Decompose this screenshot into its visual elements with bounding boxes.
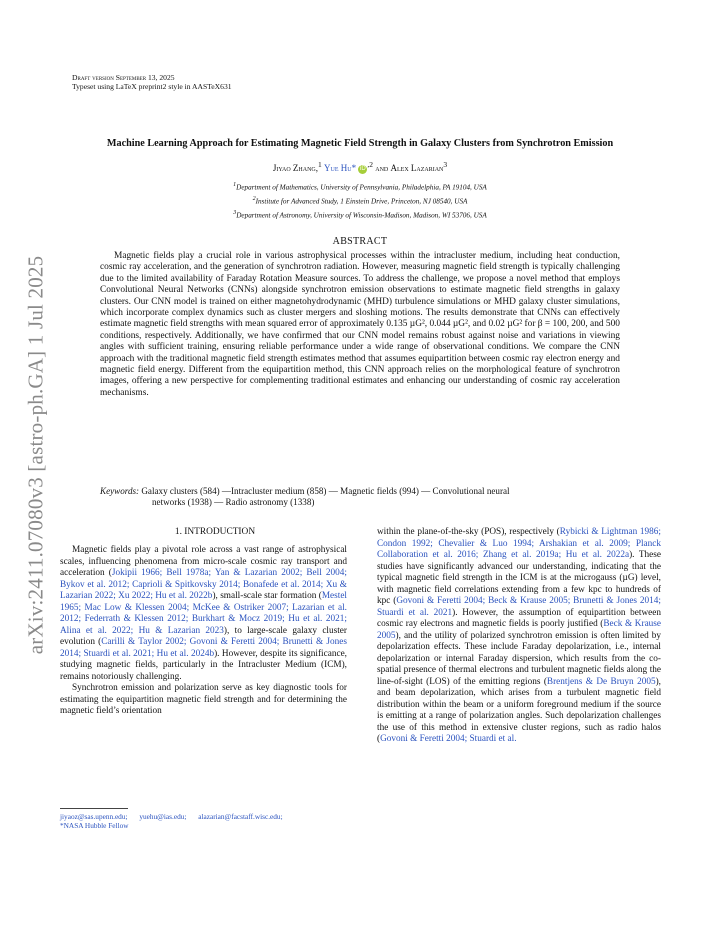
keywords-line-2: networks (1938) — Radio astronomy (1338) (152, 497, 315, 508)
author-1-sup: 1 (318, 160, 322, 169)
author-2-link[interactable]: Yue Hu* (324, 163, 357, 173)
intro-right-column (377, 527, 661, 746)
author-list (0, 160, 720, 174)
affiliation-2-sup: 2 (252, 196, 256, 202)
affiliation-3-sup: 3 (233, 210, 237, 216)
typeset-note: Typeset using LaTeX preprint2 style in AASTeX631 (72, 82, 232, 91)
affiliation-3-text: Department of Astronomy, University of Wisconsin-Madison, Madison, WI 53706, USA (236, 211, 487, 220)
email-link-3[interactable]: alazarian@facstaff.wisc.edu; (198, 812, 283, 821)
abstract-text: Magnetic fields play a crucial role in various astrophysical processes within the intracluster medium, including heat conduction, cosmic ray acceleration, and the generation of synchrotron radiation. However, measuring magnetic field strength is typically challenging due to the limited availability of Faraday Rotation Measure sources. To address the challenge, we propose a novel method that employs Convolutional Neural Networks (CNNs) alongside synchrotron emission observations to estimate magnetic field strengths in galaxy clusters. Our CNN model is trained on either magnetohydrodynamic (MHD) turbulence simulations or MHD galaxy cluster simulations, which incorporate complex dynamics such as cluster mergers and sloshing motions. The results demonstrate that CNNs can effectively estimate magnetic field strengths with mean squared error of approximately 0.135 µG², 0.044 µG², and 0.02 µG² for β = 100, 200, and 500 conditions, respectively. Additionally, we have confirmed that our CNN model remains robust against noise and variations in viewing angles with sufficient training, ensuring reliable performance under a wide range of observational conditions. We compare the CNN approach with the traditional magnetic field strength estimates method that assumes equipartition between cosmic ray electron energy and magnetic field energy. Different from the equipartition method, this CNN approach relies on the morphological feature of synchrotron images, offering a new perspective for complementing traditional estimates and enhancing our understanding of cosmic ray acceleration mechanisms. (100, 251, 620, 398)
paper-title: Machine Learning Approach for Estimating Magnetic Field Strength in Galaxy Clusters from Synchrotron Emission (106, 138, 614, 149)
keywords-block (100, 486, 620, 509)
paragraph-text: ). However, the assumption of equipartition between cosmic ray electrons and magnetic fields is poorly justified ( (377, 607, 662, 629)
intro-paragraph-continued (377, 527, 661, 746)
paragraph-text: ), to large-scale galaxy cluster evolution ( (60, 625, 347, 647)
citation-link[interactable]: Carilli & Taylor 2002; Govoni & Feretti 2004; Brunetti & Jones 2014; Stuardi et al. 2021; Hu et al. 2024b (60, 637, 347, 659)
draft-version: Draft version September 13, 2025 (72, 73, 175, 82)
arxiv-identifier: arXiv:2411.07080v3 [astro-ph.GA] 1 Jul 2025 (23, 255, 48, 655)
author-3-sup: 3 (443, 160, 448, 169)
intro-left-column (60, 545, 347, 718)
author-and: and (375, 163, 389, 173)
affiliation-2 (0, 196, 720, 205)
affiliation-2-text: Institute for Advanced Study, 1 Einstein Drive, Princeton, NJ 08540, USA (255, 197, 468, 206)
paragraph-text: Synchrotron emission and polarization serve as key diagnostic tools for estimating the equipartition magnetic field strength and for determining the magnetic field’s orientation (60, 683, 347, 716)
affiliation-1 (0, 182, 720, 191)
intro-paragraph-2 (60, 683, 347, 718)
abstract-heading: ABSTRACT (332, 236, 388, 247)
citation-link[interactable]: Mestel 1965; Mac Low & Klessen 2004; McKee & Ostriker 2007; Lazarian et al. 2012; Federrath & Klessen 2012; Burkhart & Mocz 2019; Hu et al. 2021; Alina et al. 2022; Hu & Lazarian 2023 (60, 591, 347, 636)
paragraph-text: ), and the utility of polarized synchrotron emission is often limited by depolarization effects. These include Faraday depolarization, i.e., internal depolarization or internal Faraday dispersion, which results from the co-spatial presence of thermal electrons and turbulent magnetic fields along the line-of-sight (LOS) of the emitting regions ( (377, 630, 661, 687)
author-3: Alex Lazarian (390, 163, 444, 173)
keywords-label: Keywords: (100, 486, 140, 496)
email-link-1[interactable]: jiyaoz@sas.upenn.edu; (60, 812, 128, 821)
citation-link[interactable]: Govoni & Feretti 2004; Beck & Krause 2005; Brunetti & Jones 2014; Stuardi et al. 2021 (377, 596, 662, 618)
email-link-2[interactable]: yuehu@ias.edu; (139, 812, 187, 821)
author-2-sup: ,2 (367, 160, 373, 169)
author-1: Jiyao Zhang, (272, 163, 319, 173)
paragraph-text: Magnetic fields play a pivotal role across a vast range of astrophysical scales, influencing phenomena from micro-scale cosmic ray transport and acceleration ( (60, 545, 347, 578)
nasa-fellow-note: *NASA Hubble Fellow (60, 821, 129, 830)
paragraph-text: ). These studies have significantly advanced our understanding, indicating that the typical magnetic field strength in the ICM is at the microgauss (µG) level, with magnetic field correlations extending from a few kpc to hundreds of kpc ( (377, 550, 661, 606)
abstract-body (100, 251, 620, 399)
paragraph-text: ), and beam depolarization, which arises from a turbulent magnetic field distribution within the beam or a uniform foreground medium if the source is emitting at a range of polarization angles. Such depolarization challenges the use of this method in extensive cluster regions, such as radio halos ( (377, 676, 661, 744)
affiliation-1-text: Department of Mathematics, University of Pennsylvania, Philadelphia, PA 19104, USA (236, 183, 487, 192)
section-heading-introduction: 1. INTRODUCTION (174, 527, 256, 537)
citation-link[interactable]: Rybicki & Lightman 1986; Condon 1992; Chevalier & Luo 1994; Arshakian et al. 2009; Planck Collaboration et al. 2016; Zhang et al. 2019a; Hu et al. 2022a (377, 527, 662, 560)
intro-paragraph-1 (60, 545, 347, 683)
citation-link[interactable]: Govoni & Feretti 2004; Stuardi et al. (380, 734, 517, 744)
citation-link[interactable]: Jokipii 1966; Bell 1978a; Yan & Lazarian 2002; Bell 2004; Bykov et al. 2012; Caprioli & Spitkovsky 2014; Bonafede et al. 2014; Xu & Lazarian 2022; Xu 2022; Hu et al. 2022b (60, 568, 347, 601)
arxiv-stamp (8, 245, 64, 665)
paragraph-text: within the plane-of-the-sky (POS), respectively ( (377, 527, 560, 537)
keywords-line-1: Galaxy clusters (584) —Intracluster medium (858) — Magnetic fields (994) — Convolutional neural (141, 486, 510, 496)
paragraph-text: ), small-scale star formation ( (212, 591, 322, 601)
citation-link[interactable]: Beck & Krause 2005 (377, 619, 662, 641)
orcid-icon[interactable]: iD (360, 166, 366, 172)
citation-link[interactable]: Brentjens & De Bruyn 2005 (546, 676, 656, 687)
affiliation-3 (0, 210, 720, 219)
footnotes (60, 812, 360, 830)
paragraph-text: ). However, despite its significance, studying magnetic fields, particularly in the Intracluster Medium (ICM), remains notoriously challenging. (60, 648, 347, 682)
footnote-rule (60, 808, 128, 809)
affiliation-1-sup: 1 (233, 182, 237, 188)
draft-header (72, 73, 232, 91)
